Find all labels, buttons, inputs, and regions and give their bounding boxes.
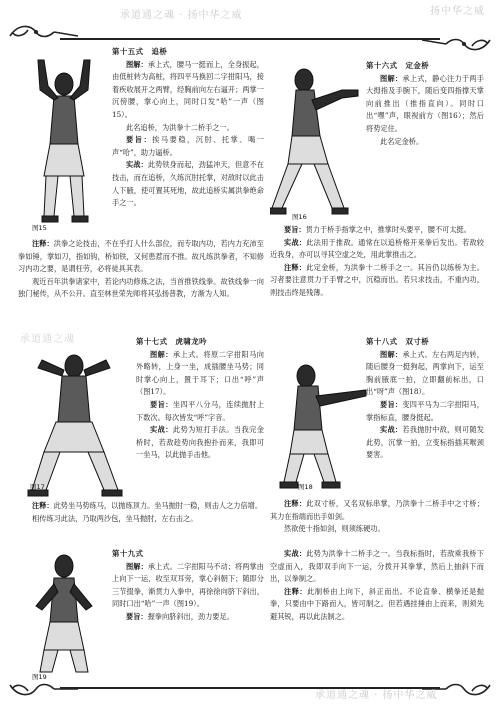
paragraph: 承上式，静心注力于两手大拇指及手腕下，随后变四指撑天掌向前推出（推指直向）。同时口出“嘿”声，眼视前方（图16）；然后将势定住。 <box>366 73 484 133</box>
section-16-text <box>366 60 484 148</box>
label-zhushi: 注释： <box>32 239 54 248</box>
paragraph: 然欲使十指如剑，则须练硬功。 <box>284 524 385 534</box>
paragraph: 此势为短打手法。当我完金桥时，若敌趁势向我抱扑而来，我即可一坐马，以此抛手击他。 <box>136 425 264 460</box>
label-tujie: 图解： <box>150 349 173 359</box>
label-zhushi: 注释： <box>32 501 54 510</box>
paragraph: 握拳向脐斜出，劲力要足。 <box>147 611 234 621</box>
figure-label: 图19 <box>32 673 47 681</box>
paragraph: 变四平马为二字拑阳马，掌指标直，腰身挺起。 <box>366 399 484 422</box>
figure-label: 图16 <box>292 213 307 221</box>
label-yaozhi: 要旨： <box>126 135 153 145</box>
paragraph: 承上式。左右两足内转，随后腰身一挺狗起，两掌向下，运至胸前腋底一拍，立即翻前标出，口出“呀”声（图18）。 <box>366 349 484 397</box>
label-tujie: 图解： <box>380 73 403 83</box>
label-shizhan: 实战： <box>284 237 307 247</box>
figure-label: 图17 <box>30 483 45 491</box>
martial-artist-figure-icon <box>20 340 130 500</box>
martial-artist-figure-icon <box>18 550 110 680</box>
watermark: 承道通之魂 <box>20 334 75 345</box>
corner-ornament-icon <box>422 30 492 54</box>
paragraph: 此名定金桥。 <box>380 136 424 146</box>
label-tujie: 图解： <box>126 561 148 571</box>
watermark: 扬中华之威 <box>430 6 485 17</box>
paragraph: 相传练习此法，乃取两沙包，坐马抛肘，左右击之。 <box>32 513 198 523</box>
label-yaozhi: 要旨： <box>126 611 148 621</box>
section-17-text <box>136 336 264 462</box>
paragraph: 承上式。将原二字拑阳马向外略转，上身一坐，成插腰坐马势；同时掌心向上，置于耳下；口出“呼”声（图17）。 <box>136 349 264 397</box>
section-title: 第十八式 双寸桥 <box>366 337 430 346</box>
section-16-notes <box>270 224 484 300</box>
label-shizhan: 实战： <box>380 425 403 435</box>
label-shizhan: 实战： <box>284 549 307 558</box>
section-15-notes <box>18 238 264 301</box>
figure-15 <box>18 40 110 228</box>
paragraph: 承上式。二字拑阳马不动；将两掌由上向下一运，收至双耳旁，掌心斜朝下；随即分三节掇拳，渐贯力入拳中，再徐徐向脐下斜出，同时口出“哈”一声（图19）。 <box>112 561 264 609</box>
figure-label: 图18 <box>298 483 313 491</box>
section-title: 第十五式 追桥 <box>112 47 168 56</box>
figure-16 <box>270 60 362 220</box>
label-yaozhi: 要旨： <box>284 225 306 234</box>
figure-label: 图15 <box>32 224 47 232</box>
paragraph: 观近百年洪拳诸家中，若论内功修炼之法，当首推铁线拳。故铁线拳一向独门秘传，从不公开。直至林世荣先师将其弘扬普教，方渐为人知。 <box>18 276 264 299</box>
figure-18 <box>270 350 370 490</box>
label-tujie: 图解： <box>380 349 403 359</box>
figure-17 <box>20 340 130 500</box>
figure-19 <box>18 550 110 680</box>
section-title: 第十七式 虎啸龙吟 <box>136 337 208 346</box>
paragraph: 贯力于桥手指掌之中，推掌时头要平，腰不可太挺。 <box>305 225 471 234</box>
paragraph: 此势坐马势练马，以抛练顶力。坐马抛肘一稳，则击人之力倍增。 <box>53 501 263 510</box>
paragraph: 此定金桥，为洪拳十二桥手之一。其旨仍以练桥为主。习者要注意贯力于手臂之中，沉稳而出。若只求技击，不重内功，则技击终是残薄。 <box>270 262 484 297</box>
section-19-notes <box>270 548 484 624</box>
label-zhushi: 注释： <box>284 262 307 272</box>
label-shizhan: 实战： <box>126 160 148 170</box>
section-title: 第十九式 <box>112 549 144 558</box>
watermark: 承道通之魂 · 扬中华之威 <box>120 10 243 21</box>
paragraph: 此势为洪拳十二桥手之一。当我标指时，若敌乘我桥下空虚而入，我即双手向下一运，分拨开其拳掌，然后上抽斜下而出，以拳制之。 <box>270 549 484 584</box>
martial-artist-figure-icon <box>270 350 370 490</box>
paragraph: 挨马要稳，沉肘、托掌、喝一声“哈”，助力逼桥。 <box>112 135 264 157</box>
label-yaozhi: 要旨： <box>380 399 403 409</box>
label-zhushi: 注释： <box>284 499 307 508</box>
paragraph: 此势铁身而起，劲猛冲天，但意不在技击，而在追桥，久练沉肘托掌，对敌时以此击人下腋，使可置其死地，故此追桥实属洪拳绝命手之一。 <box>112 160 264 208</box>
label-zhushi: 注释： <box>284 586 308 596</box>
paragraph: 承上式，腰马一挺而上，全身振起，由低桩转为高桩，将四平马换回二字拑阳马，接着疾收展开之两臂，经胸前向左右逼开；两掌一沉傍腰，掌心向上，同时口发“哈”一声（图15）。 <box>112 59 264 119</box>
section-17-notes <box>18 500 264 525</box>
label-yaozhi: 要旨： <box>150 399 173 409</box>
paragraph: 此双寸桥，又名双标串掌，乃洪拳十二桥手中之寸桥；其力在指端而出手如剑。 <box>270 499 484 521</box>
label-shizhan: 实战： <box>150 425 173 435</box>
section-title: 第十六式 定金桥 <box>366 61 430 70</box>
paragraph: 洪拳之论技击，不在乎打人什么部位，而专取内功，若内力充沛至拳如锤，掌如刀，指如钩，桥如铁，又何患惹而不推。故凡练洪拳者，不知修习内功之要，是谓枉劳，必将徒具其表。 <box>18 239 264 274</box>
section-15-text <box>112 46 264 210</box>
watermark: 承道通之魂 · 扬中华之威 <box>315 690 438 701</box>
header-rule <box>60 38 440 40</box>
martial-artist-figure-icon <box>270 60 362 220</box>
paragraph: 此法用于推敌。通常在以追桥格开来拳后发出。若敌较近我身，亦可以寻其空虚之处，用此掌推击之。 <box>270 237 484 260</box>
paragraph: 此制桥由上向下，斜正而出。不论直拳、横拳还是抛拳，只要由中下路而入，皆可制之。但若遇挂捶由上而来，则须先避其锐，再以此法制之。 <box>270 586 484 621</box>
paragraph: 坐四平八分马，连续抛肘上下数次。每次皆发“呼”字音。 <box>136 399 264 422</box>
section-18-notes <box>270 498 484 536</box>
section-18-text <box>366 336 484 462</box>
paragraph: 若我抛肘中敌，则可随发此势，沉掌一拍，立变标指插其喉颈要害。 <box>366 425 484 460</box>
label-tujie: 图解： <box>126 59 148 69</box>
paragraph: 此名追桥，为洪拳十二桥手之一。 <box>126 122 234 132</box>
martial-artist-figure-icon <box>18 40 110 228</box>
section-19-text <box>112 548 264 624</box>
